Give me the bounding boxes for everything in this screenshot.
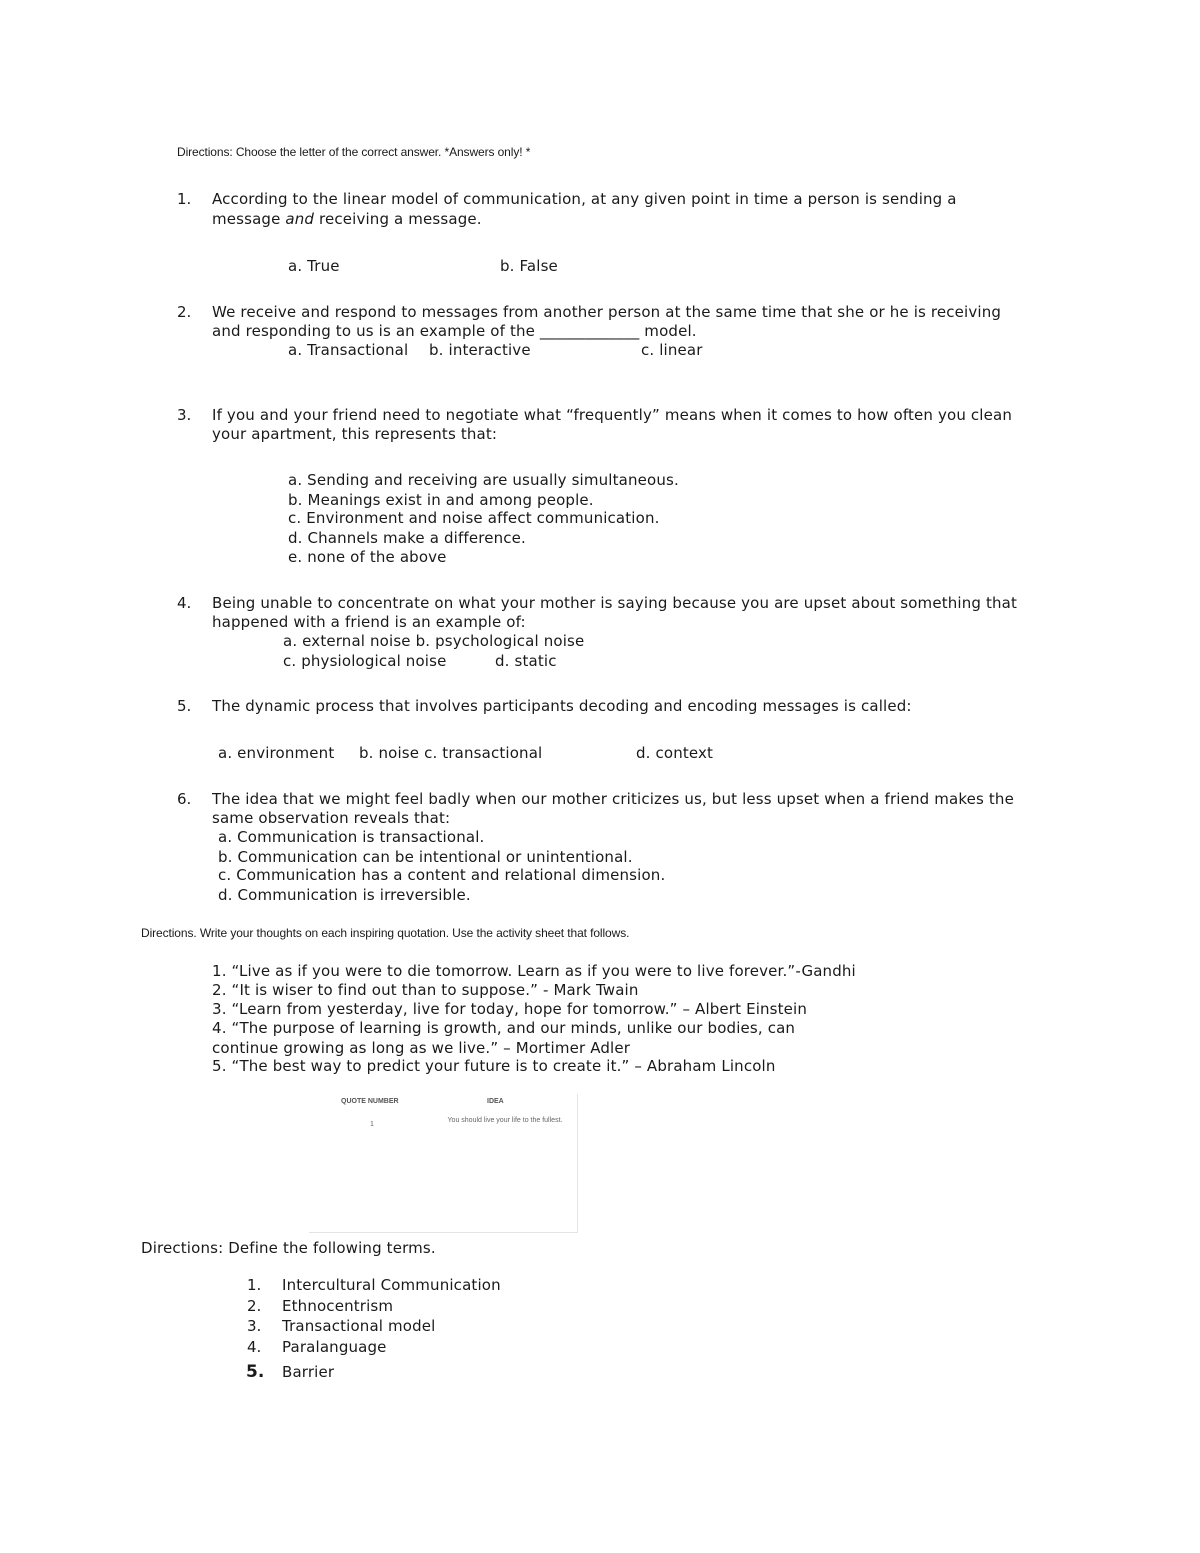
- quote-5: 5. “The best way to predict your future is to create it.” – Abraham Lincoln: [212, 1057, 776, 1075]
- sheet-row-number: 1: [370, 1121, 374, 1128]
- sheet-col-idea: IDEA: [487, 1098, 504, 1105]
- q2-option-b: b. interactive: [429, 341, 531, 359]
- term-4: Paralanguage: [282, 1338, 387, 1356]
- term-5-number: 5.: [246, 1362, 265, 1382]
- term-1-number: 1.: [247, 1276, 262, 1294]
- q1-line2-pre: message: [212, 210, 286, 228]
- q4-line1: Being unable to concentrate on what your mother is saying because you are upset about something that: [212, 594, 1018, 612]
- q5-option-a: a. environment: [218, 744, 335, 762]
- sheet-row-idea: You should live your life to the fullest.: [447, 1117, 563, 1124]
- q1-option-b: b. False: [500, 257, 558, 275]
- q3-option-b: b. Meanings exist in and among people.: [288, 491, 594, 509]
- q1-number: 1.: [177, 190, 192, 208]
- q4-option-ab: a. external noise b. psychological noise: [283, 632, 585, 650]
- directions-choose: Directions: Choose the letter of the correct answer. *Answers only! *: [177, 145, 531, 159]
- q2-line2: and responding to us is an example of the _____________ model.: [212, 322, 697, 340]
- q5-option-bc: b. noise c. transactional: [359, 744, 543, 762]
- q3-line1: If you and your friend need to negotiate what “frequently” means when it comes to how often you clean: [212, 406, 1012, 424]
- q6-option-a: a. Communication is transactional.: [218, 828, 485, 846]
- q5-number: 5.: [177, 697, 192, 715]
- q6-number: 6.: [177, 790, 192, 808]
- q6-option-d: d. Communication is irreversible.: [218, 886, 471, 904]
- term-1: Intercultural Communication: [282, 1276, 501, 1294]
- q5-option-d: d. context: [636, 744, 714, 762]
- q1-option-a: a. True: [288, 257, 340, 275]
- q6-line2: same observation reveals that:: [212, 809, 451, 827]
- q5-line1: The dynamic process that involves participants decoding and encoding messages is called:: [212, 697, 912, 715]
- term-3: Transactional model: [282, 1317, 436, 1335]
- sheet-col-quote-number: QUOTE NUMBER: [341, 1098, 399, 1105]
- q2-option-c: c. linear: [641, 341, 703, 359]
- quote-2: 2. “It is wiser to find out than to suppose.” - Mark Twain: [212, 981, 639, 999]
- quote-4-line2: continue growing as long as we live.” – Mortimer Adler: [212, 1039, 631, 1057]
- quote-3: 3. “Learn from yesterday, live for today, hope for tomorrow.” – Albert Einstein: [212, 1000, 808, 1018]
- q2-number: 2.: [177, 303, 192, 321]
- q2-line1: We receive and respond to messages from another person at the same time that she or he is receiving: [212, 303, 1002, 321]
- q1-line1: According to the linear model of communication, at any given point in time a person is sending a: [212, 190, 957, 208]
- q3-line2: your apartment, this represents that:: [212, 425, 498, 443]
- term-2: Ethnocentrism: [282, 1297, 394, 1315]
- term-3-number: 3.: [247, 1317, 262, 1335]
- q1-line2-post: receiving a message.: [314, 210, 482, 228]
- q3-number: 3.: [177, 406, 192, 424]
- q4-number: 4.: [177, 594, 192, 612]
- q6-option-c: c. Communication has a content and relational dimension.: [218, 866, 666, 884]
- quote-4-line1: 4. “The purpose of learning is growth, and our minds, unlike our bodies, can: [212, 1019, 796, 1037]
- q4-option-c: c. physiological noise: [283, 652, 447, 670]
- q3-option-d: d. Channels make a difference.: [288, 529, 526, 547]
- term-2-number: 2.: [247, 1297, 262, 1315]
- term-4-number: 4.: [247, 1338, 262, 1356]
- directions-quotations: Directions. Write your thoughts on each inspiring quotation. Use the activity sheet that follows.: [141, 926, 630, 940]
- q3-option-c: c. Environment and noise affect communication.: [288, 509, 660, 527]
- q6-option-b: b. Communication can be intentional or unintentional.: [218, 848, 633, 866]
- directions-define: Directions: Define the following terms.: [141, 1239, 436, 1257]
- q1-line2: [212, 210, 482, 228]
- activity-sheet-image: [309, 1094, 578, 1233]
- q2-option-a: a. Transactional: [288, 341, 409, 359]
- q6-line1: The idea that we might feel badly when our mother criticizes us, but less upset when a friend makes the: [212, 790, 1014, 808]
- q4-line2: happened with a friend is an example of:: [212, 613, 526, 631]
- q3-option-e: e. none of the above: [288, 548, 447, 566]
- q4-option-d: d. static: [495, 652, 557, 670]
- quote-1: 1. “Live as if you were to die tomorrow. Learn as if you were to live forever.”-Gandhi: [212, 962, 856, 980]
- term-5: Barrier: [282, 1363, 335, 1381]
- q1-line2-emphasis: and: [285, 210, 315, 228]
- q3-option-a: a. Sending and receiving are usually simultaneous.: [288, 471, 679, 489]
